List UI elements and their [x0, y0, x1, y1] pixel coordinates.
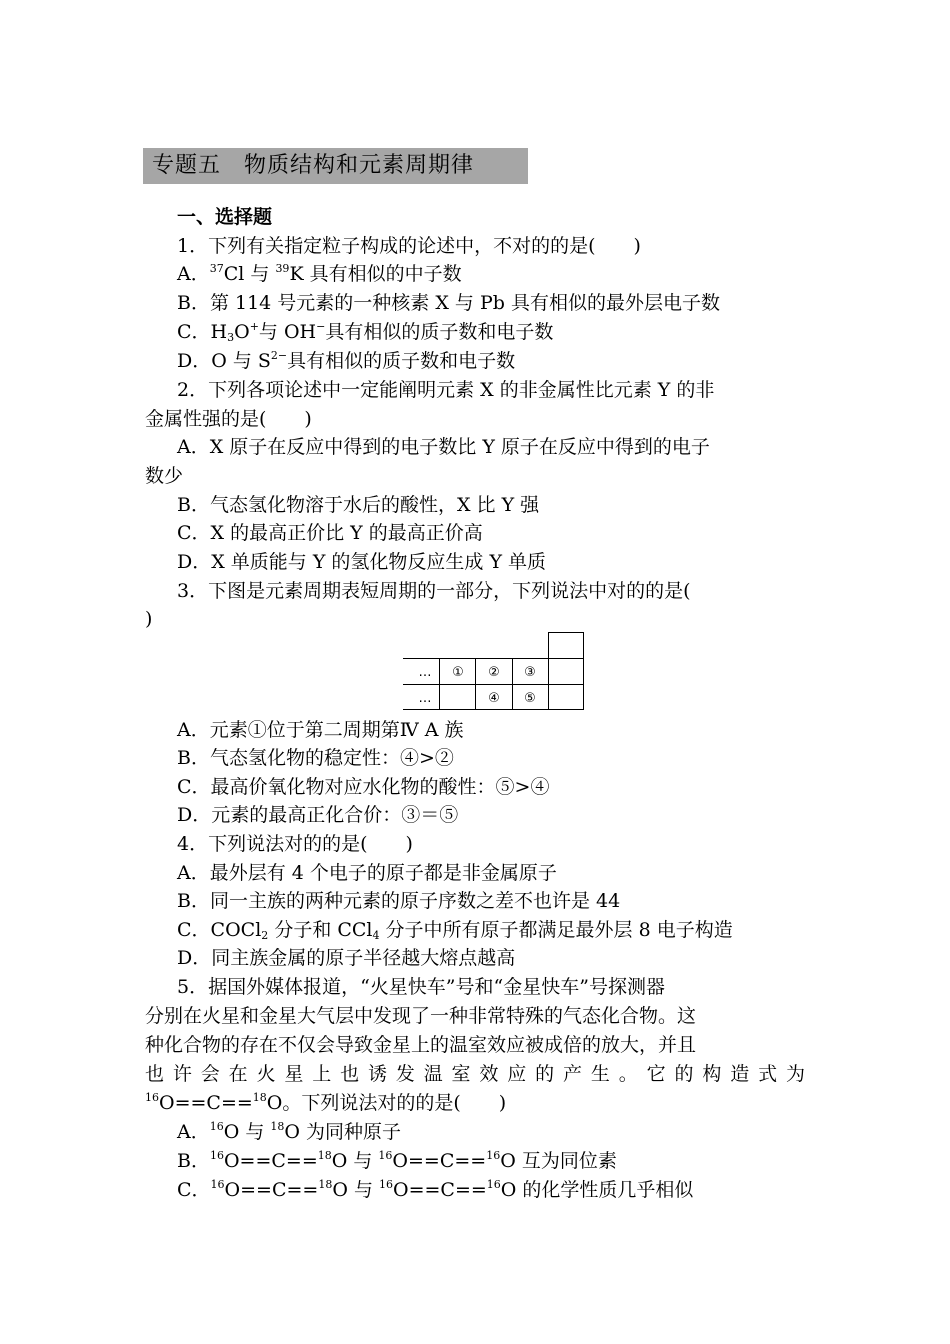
table-r2-c1: … [418, 691, 432, 706]
q4-option-c: C．COCl$_2$ 分子和 CCl$_4$ 分子中所有原子都满足最外层 8 电子构造 [177, 919, 733, 942]
q3-option-d: D．元素的最高正化合价：③＝⑤ [177, 804, 459, 826]
table-r1-c2: ① [452, 665, 464, 680]
q5-stem-line5: $^{16}$O==C==$^{18}$O。下列说法对的的是( ) [145, 1091, 507, 1114]
section-heading: 一、选择题 [177, 206, 273, 228]
q3-option-a: A．元素①位于第二周期第Ⅳ A 族 [177, 719, 464, 741]
table-cell-top [549, 633, 584, 659]
q2-option-c: C．X 的最高正价比 Y 的最高正价高 [177, 522, 483, 544]
q5-option-c: C．$^{16}$O==C==$^{18}$O 与 $^{16}$O==C==$^{16}$O 的化学性质几乎相似 [177, 1178, 694, 1201]
q2-option-a-line2: 数少 [145, 465, 184, 487]
q1-option-d: D．O 与 $S^{2-}$具有相似的质子数和电子数 [177, 349, 516, 372]
page-title: 专题五 物质结构和元素周期律 [152, 153, 475, 178]
q2-stem-line2: 金属性强的是( ) [145, 408, 312, 430]
q5-stem-line4: 也许会在火星上也诱发温室效应的产生。它的构造式为 [145, 1063, 805, 1085]
q1-stem: 1．下列有关指定粒子构成的论述中，不对的的是( ) [177, 235, 641, 257]
q1-option-b: B．第 114 号元素的一种核素 X 与 Pb 具有相似的最外层电子数 [177, 292, 720, 314]
periodic-table-fragment [403, 632, 585, 710]
q3-stem-line2: ) [145, 608, 153, 630]
table-r2-c4: ⑤ [524, 691, 536, 706]
q4-stem: 4．下列说法对的的是( ) [177, 833, 413, 855]
q4-option-a: A．最外层有 4 个电子的原子都是非金属原子 [177, 862, 557, 884]
q5-option-b: B．$^{16}$O==C==$^{18}$O 与 $^{16}$O==C==$^{16}$O 互为同位素 [177, 1149, 617, 1172]
table-r1-c4: ③ [524, 665, 536, 680]
table-r1-c1: … [418, 665, 432, 680]
q5-stem-line3: 种化合物的存在不仅会导致金星上的温室效应被成倍的放大，并且 [145, 1034, 697, 1056]
q5-option-a: A．$^{16}$O 与 $^{18}$O 为同种原子 [177, 1120, 402, 1143]
q3-option-b: B．气态氢化物的稳定性：④>② [177, 747, 454, 769]
q1-option-a: A．$^{37}$Cl 与 $^{39}$K 具有相似的中子数 [177, 262, 462, 285]
q3-stem-line1: 3．下图是元素周期表短周期的一部分，下列说法中对的的是( [177, 580, 691, 602]
q1-option-c: C．$H_3O^+$与 OH−具有相似的质子数和电子数 [177, 320, 554, 344]
q3-option-c: C．最高价氧化物对应水化物的酸性：⑤>④ [177, 776, 550, 798]
q2-option-a-line1: A．X 原子在反应中得到的电子数比 Y 原子在反应中得到的电子 [177, 436, 710, 458]
table-r1-c3: ② [488, 665, 500, 680]
q2-option-d: D．X 单质能与 Y 的氢化物反应生成 Y 单质 [177, 551, 547, 573]
q5-stem-line2: 分别在火星和金星大气层中发现了一种非常特殊的气态化合物。这 [145, 1005, 697, 1027]
q4-option-d: D．同主族金属的原子半径越大熔点越高 [177, 947, 516, 969]
q2-stem-line1: 2．下列各项论述中一定能阐明元素 X 的非金属性比元素 Y 的非 [177, 379, 715, 401]
q2-option-b: B．气态氢化物溶于水后的酸性，X 比 Y 强 [177, 494, 540, 516]
q4-option-b: B．同一主族的两种元素的原子序数之差不也许是 44 [177, 890, 621, 912]
q5-stem-line1: 5．据国外媒体报道，“火星快车”号和“金星快车”号探测器 [177, 976, 665, 998]
table-r2-c3: ④ [488, 691, 500, 706]
